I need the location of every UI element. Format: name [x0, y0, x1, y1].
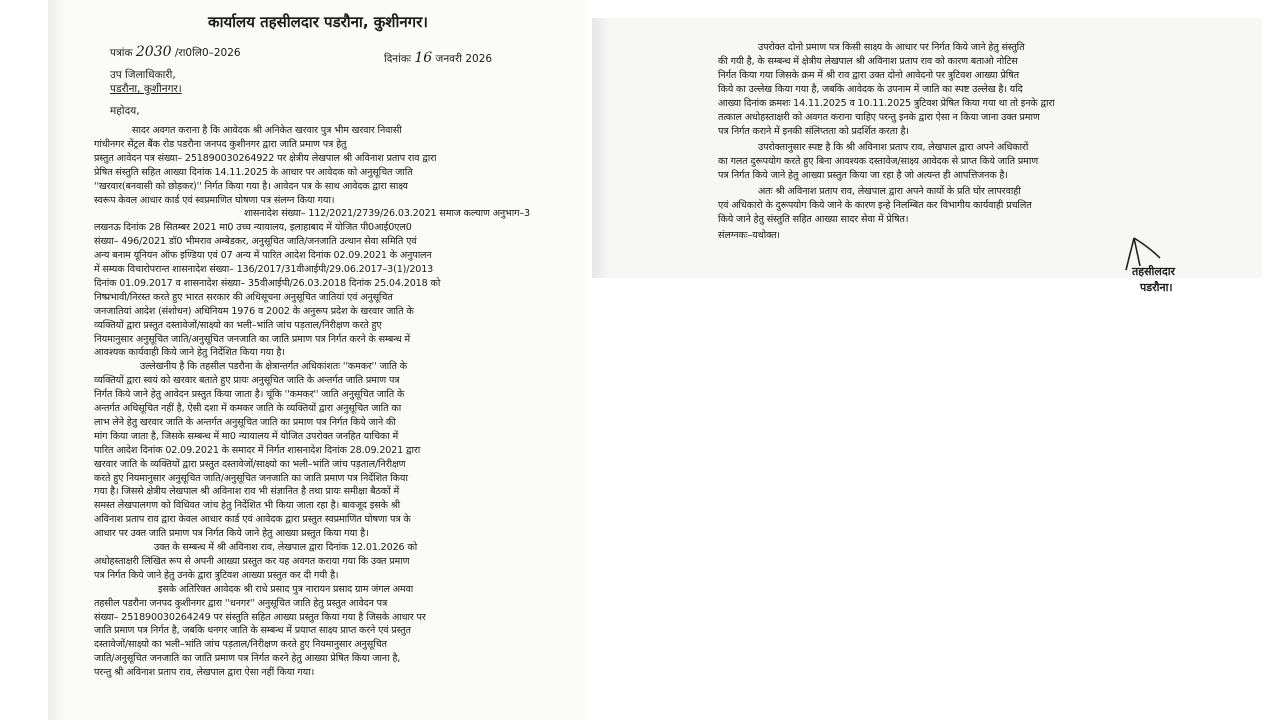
body-line: मांग किया जाता है, जिसके सम्बन्ध में मा0 न्यायालय में योजित उपरोक्त जनहित याचिका में: [94, 430, 399, 442]
body-line: प्रेषित संस्तुति सहित आख्या दिनांक 14.11.2025 के आधार पर आवेदक को अनुसूचित जाति: [94, 166, 413, 178]
body-line: निष्प्रभावी/निरस्त करते हुए भारत सरकार की अधिसूचना अनुसूचित जातियां एवं अनुसूचित: [94, 291, 393, 303]
body-line: गांधीनगर सेंट्रल बैंक रोड पडरौना जनपद कुशीनगर द्वारा जाति प्रमाण पत्र हेतु: [94, 138, 347, 150]
body-line: आधार पर उक्त जाति प्रमाण पत्र निर्गत किये जाने हेतु आख्या प्रस्तुत किया गया है।: [94, 528, 369, 540]
body-line: शासनादेश संख्या– 112/2021/2739/26.03.2021 समाज कल्याण अनुभाग–3: [244, 208, 530, 220]
body-line: करते हुए नियमानुसार अनुसूचित जाति/अनुसूचित जनजाति का जाति प्रमाण पत्र निर्देशित किया: [94, 472, 408, 484]
reference-handwritten-number: 2030: [135, 44, 172, 60]
body-line: में सम्यक विचारोपरान्त शासनादेश संख्या– 136/2017/31वीआईपी/29.06.2017–3(1)/2013: [94, 264, 434, 275]
reference-label: पत्रांक: [110, 47, 133, 59]
body-line: उपरोक्त दोनो प्रमाण पत्र किसी साक्ष्य के आधार पर निर्गत किये जाने हेतु संस्तुति: [758, 42, 1025, 53]
body-line: उल्लेखनीय है कि तहसील पडरौना के क्षेत्रान्तर्गत अधिकांशतः ''कमकर'' जाति के: [140, 361, 407, 373]
date-handwritten-day: 16: [414, 50, 433, 66]
reference-number: [110, 44, 241, 60]
body-line: जाति प्रमाण पत्र निर्गत है, जबकि धनगर जाति के सम्बन्ध में प्रयाप्त साक्ष्य प्राप्त करने एवं प्रस्तुत: [94, 625, 411, 637]
body-line: परन्तु श्री अविनाश प्रताप राव, लेखपाल द्वारा ऐसा नहीं किया गया।: [94, 667, 315, 679]
body-line: अधोहस्ताक्षरी लिखित रूप से अपनी आख्या प्रस्तुत कर यह अवगत कराया गया कि उक्त प्रमाण: [94, 555, 410, 567]
body-line: गया है। जिससे क्षेत्रीय लेखपाल श्री अविनाश राव भी संज्ञानित है तथा प्रायः समीक्षा बैठकों में: [94, 486, 400, 498]
body-line: जाति/अनुसूचित जनजाति का जाति प्रमाण पत्र निर्गत करने हेतु आख्या प्रेषित किया जाना है,: [94, 653, 401, 665]
body-line: एवं अधिकारो के दुरूपयोग किये जाने के कारण इन्हे निलम्बित कर विभागीय कार्यवाही प्रचलित: [718, 200, 1032, 211]
scan-shadow: [592, 18, 610, 278]
body-line: ''खरवार(बनवासी को छोड़कर)'' निर्गत किया गया है। आवेदन पत्र के साथ आवेदक द्वारा साक्ष्य: [94, 180, 408, 192]
letter-page-1: [48, 0, 588, 720]
body-line: व्यक्तियों द्वारा स्वयं को खरवार बताते हुए प्रायः अनुसूचित जाति के अन्तर्गत जाति प्रमाण पत्र: [94, 375, 400, 387]
body-line: जनजातियां आदेश (संशोधन) अधिनियम 1976 व 2002 के अनुरूप प्रदेश के खरवार जाति के: [94, 305, 414, 317]
body-line: प्रस्तुत आवेदन पत्र संख्या– 251890030264922 पर क्षेत्रीय लेखपाल श्री अविनाश प्रताप राव द्वारा: [94, 152, 437, 164]
body-line: तहसील पडरौना जनपद कुशीनगर द्वारा ''धनगर'' अनुसूचित जाति हेतु प्रस्तुत आवेदन पत्र: [94, 597, 388, 609]
body-line: संलग्नकः–यथोक्त।: [718, 230, 780, 241]
body-line: पत्र निर्गत किये जाने हेतु आख्या प्रस्तुत किया जा रहा है जो अत्यन्त ही आपत्तिजनक है।: [718, 170, 1008, 181]
body-line: निर्गत किया गया जिसके क्रम में श्री राव द्वारा उक्त दोनो आवेदनो पर त्रुटिवश आख्या प्रेषित: [718, 70, 1019, 81]
body-line: संख्या– 496/2021 डॉ0 भीमराव अम्बेडकर, अनुसूचित जाति/जनजाति उत्थान सेवा समिति एवं: [94, 236, 417, 248]
body-line: दस्तावेजों/साक्ष्यो का भली–भांति जांच पड़ताल/निरीक्षण करते हुए नियमानुसार अनुसूचित: [94, 639, 387, 651]
body-line: दिनांक 01.09.2017 व शासनादेश संख्या– 35वीआईपी/26.03.2018 दिनांक 25.04.2018 को: [94, 277, 441, 289]
body-line: आवश्यक कार्यवाही किये जाने हेतु निर्देशित किया गया है।: [94, 347, 285, 359]
signatory-title: तहसीलदार: [1132, 265, 1176, 278]
body-line: अन्य बनाम यूनियन ऑफ इण्डिया एवं 07 अन्य में पारित आदेश दिनांक 02.09.2021 के अनुपालन: [94, 250, 432, 262]
salutation: महोदय,: [110, 105, 140, 117]
body-line: पारित आदेश दिनांक 02.09.2021 के समादर में निर्गत शासनादेश दिनांक 28.09.2021 द्वारा: [94, 444, 421, 456]
body-line: स्वरूप केवल आधार कार्ड एवं स्वप्रमाणित घोषणा पत्र संलग्न किया गया।: [94, 194, 335, 206]
body-line: अविनाश प्रताप राव द्वारा केवल आधार कार्ड एवं आवेदक द्वारा प्रस्तुत स्वप्रमाणित घोषणा पत्र के: [94, 514, 411, 526]
body-line: व्यक्तियों द्वारा प्रस्तुत दस्तावेजों/साक्ष्यो का भली–भांति जांच पड़ताल/निरीक्षण करते हुए: [94, 319, 382, 331]
body-line: अन्तर्गत अधिसूचित नहीं है, ऐसी दशा में कमकर जाति के व्यक्तियों द्वारा अनुसूचित जाति का: [94, 403, 402, 414]
body-line: सादर अवगत कराना है कि आवेदक श्री अनिकेत खरवार पुत्र भीम खरवार निवासी: [132, 125, 402, 136]
body-line: खरवार जाति के व्यक्तियों द्वारा प्रस्तुत दस्तावेजों/साक्ष्यो का भली–भांति जांच पड़ताल/निरीक्षण: [94, 458, 406, 470]
body-line: किये का उल्लेख किया गया है, जबकि आवेदक के उपनाम में जाति का स्पष्ट उल्लेख है। यदि: [718, 84, 1023, 95]
addressee-line-1: उप जिलाधिकारी,: [110, 69, 176, 81]
body-line: संख्या– 251890030264249 पर संस्तुति सहित आख्या प्रस्तुत किया गया है जिसके आधार पर: [94, 611, 426, 623]
body-line: पत्र निर्गत कराने में इनकी संलिप्तता को प्रदर्शित करता है।: [718, 126, 909, 137]
body-line: का गलत दुरूपयोग करते हुए बिना आवश्यक दस्तावेज/साक्ष्य आवेदक से प्राप्त किये जाति प्रमाण: [718, 156, 1039, 167]
body-line: उक्त के सम्बन्ध में श्री अविनाश राव, लेखपाल द्वारा दिनांक 12.01.2026 को: [154, 542, 418, 553]
body-line: नियमानुसार अनुसूचित जाति/अनुसूचित जनजाति का जाति प्रमाण पत्र निर्गत करने के सम्बन्ध में: [94, 333, 410, 345]
scan-shadow: [48, 0, 66, 720]
body-line: तत्काल अधोहस्ताक्षरी को अवगत कराना चाहिए परन्तु इनके द्वारा ऐसा न किया जाना उक्त प्रमाण: [718, 112, 1040, 123]
body-line: पत्र निर्गत किये जाने हेतु उनके द्वारा त्रुटिवश आख्या प्रस्तुत कर दी गयी है।: [94, 569, 339, 581]
reference-suffix: /रा0लि0–2026: [174, 47, 241, 59]
date-label: दिनांकः: [384, 53, 412, 65]
body-line: निर्गत किये जाने हेतु आवेदन प्रस्तुत किया जाता है। चूंकि ''कमकर'' जाति अनुसूचित जाति के: [94, 389, 405, 401]
office-title: कार्यालय तहसीलदार पडरौना, कुशीनगर।: [208, 13, 428, 31]
date-month-year: जनवरी 2026: [435, 53, 493, 65]
body-line: आख्या दिनांक क्रमशः 14.11.2025 व 10.11.2025 त्रुटिवश प्रेषित किया गया था तो इनके द्वारा: [718, 98, 1055, 109]
body-line: समस्त लेखपालगण को विधिवत जांच हेतु निर्देशित भी किया जाता रहा है। बावजूद इसके श्री: [94, 500, 400, 512]
body-line: किये जाने हेतु संस्तुति सहित आख्या सादर सेवा में प्रेषित।: [718, 214, 909, 225]
body-line: इसके अतिरिक्त आवेदक श्री राधे प्रसाद पुत्र नारायन प्रसाद ग्राम जंगल अमवा: [158, 583, 414, 595]
body-line: लाभ लेने हेतु खरवार जाति के अन्तर्गत अनुसूचित जाति का प्रमाण पत्र निर्गत किये जाने की: [94, 416, 396, 428]
letter-date: [384, 50, 492, 66]
body-line: अतः श्री अविनाश प्रताप राव, लेखपाल द्वारा अपने कार्यो के प्रति घोर लापरवाही: [758, 186, 1021, 197]
body-line: उपरोक्तानुसार स्पष्ट है कि श्री अविनाश प्रताप राव, लेखपाल द्वारा अपने अधिकारों: [758, 142, 1029, 153]
body-line: की गयी है, के सम्बन्ध में क्षेत्रीय लेखपाल श्री अविनाश प्रताप राव को कारण बताओ नोटिस: [718, 56, 1018, 67]
addressee-line-2: पडरौना, कुशीनगर।: [110, 83, 182, 95]
body-line: लखनऊ दिनांक 28 सितम्बर 2021 मा0 उच्च न्यायालय, इलाहाबाद में योजित पी0आई0एल0: [94, 222, 412, 234]
signatory-place: पडरौना।: [1140, 281, 1173, 294]
letter-page-2: [592, 18, 1262, 294]
